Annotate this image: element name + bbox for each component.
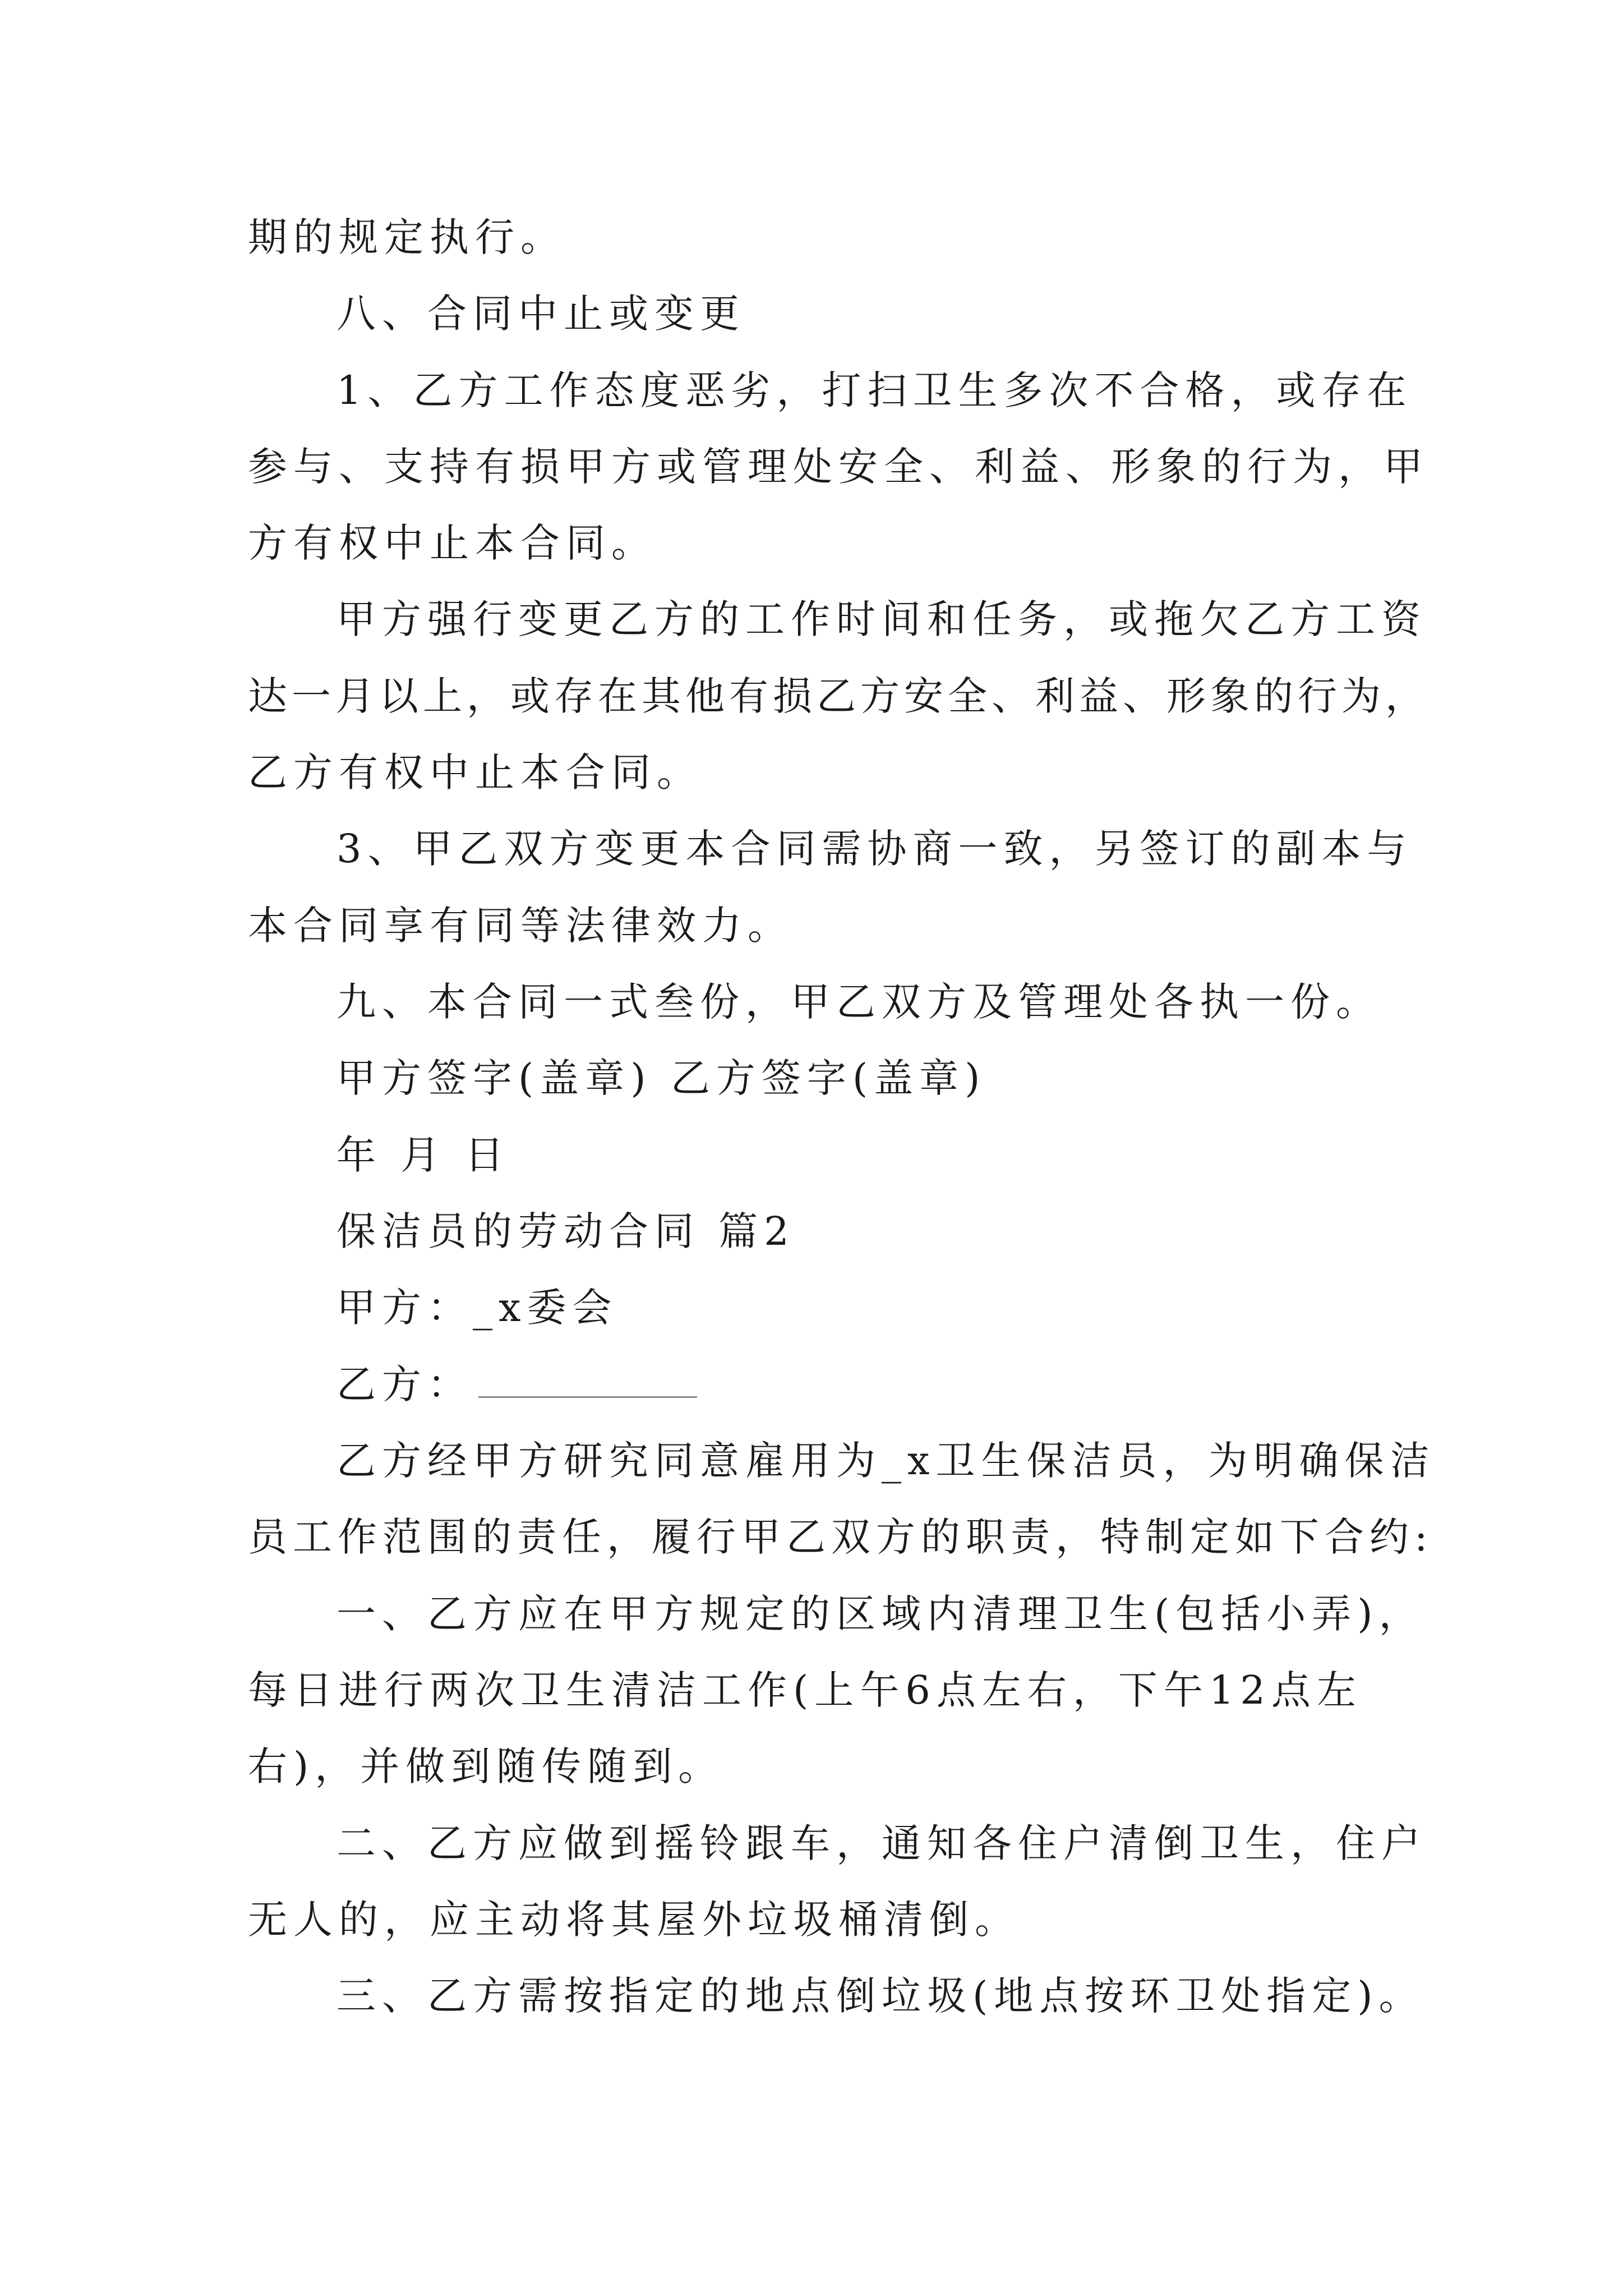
paragraph-line: 参与、支持有损甲方或管理处安全、利益、形象的行为，甲 [248,444,1429,490]
paragraph-line: 一、乙方应在甲方规定的区域内清理卫生(包括小弄)， [336,1591,1424,1637]
paragraph-line: 二、乙方应做到摇铃跟车，通知各住户清倒卫生，住户 [336,1820,1427,1866]
paragraph-line: 达一月以上，或存在其他有损乙方安全、利益、形象的行为， [248,673,1429,719]
section-heading: 八、合同中止或变更 [336,291,745,337]
document-title: 保洁员的劳动合同 篇2 [336,1208,795,1254]
paragraph-line: 乙方有权中止本合同。 [248,749,702,795]
paragraph-line: 本合同享有同等法律效力。 [248,903,793,949]
paragraph-line: 期的规定执行。 [248,214,566,260]
section-heading: 九、本合同一式叁份，甲乙双方及管理处各执一份。 [336,979,1381,1025]
paragraph-line: 甲方强行变更乙方的工作时间和任务，或拖欠乙方工资 [336,596,1427,642]
paragraph-line: 无人的，应主动将其屋外垃圾桶清倒。 [248,1897,1020,1943]
paragraph-line: 方有权中止本合同。 [248,520,657,566]
paragraph-line: 乙方经甲方研究同意雇用为_x卫生保洁员，为明确保洁 [336,1438,1436,1484]
paragraph-line: 右)，并做到随传随到。 [248,1743,724,1789]
paragraph-line: 3、甲乙双方变更本合同需协商一致，另签订的副本与 [336,826,1413,872]
party-b-blank [478,1361,697,1398]
signature-line: 甲方签字(盖章) 乙方签字(盖章) [336,1055,986,1101]
party-b-line [336,1359,697,1410]
paragraph-line: 员工作范围的责任，履行甲乙双方的职责，特制定如下合约: [248,1514,1433,1560]
party-b-label: 乙方： [336,1361,473,1407]
paragraph-line: 三、乙方需按指定的地点倒垃圾(地点按环卫处指定)。 [336,1973,1424,2019]
date-line: 年 月 日 [336,1132,510,1178]
paragraph-line: 每日进行两次卫生清洁工作(上午6点左右，下午12点左 [248,1667,1362,1713]
party-a-line: 甲方：_x委会 [336,1285,618,1331]
paragraph-line: 1、乙方工作态度恶劣，打扫卫生多次不合格，或存在 [336,367,1413,413]
